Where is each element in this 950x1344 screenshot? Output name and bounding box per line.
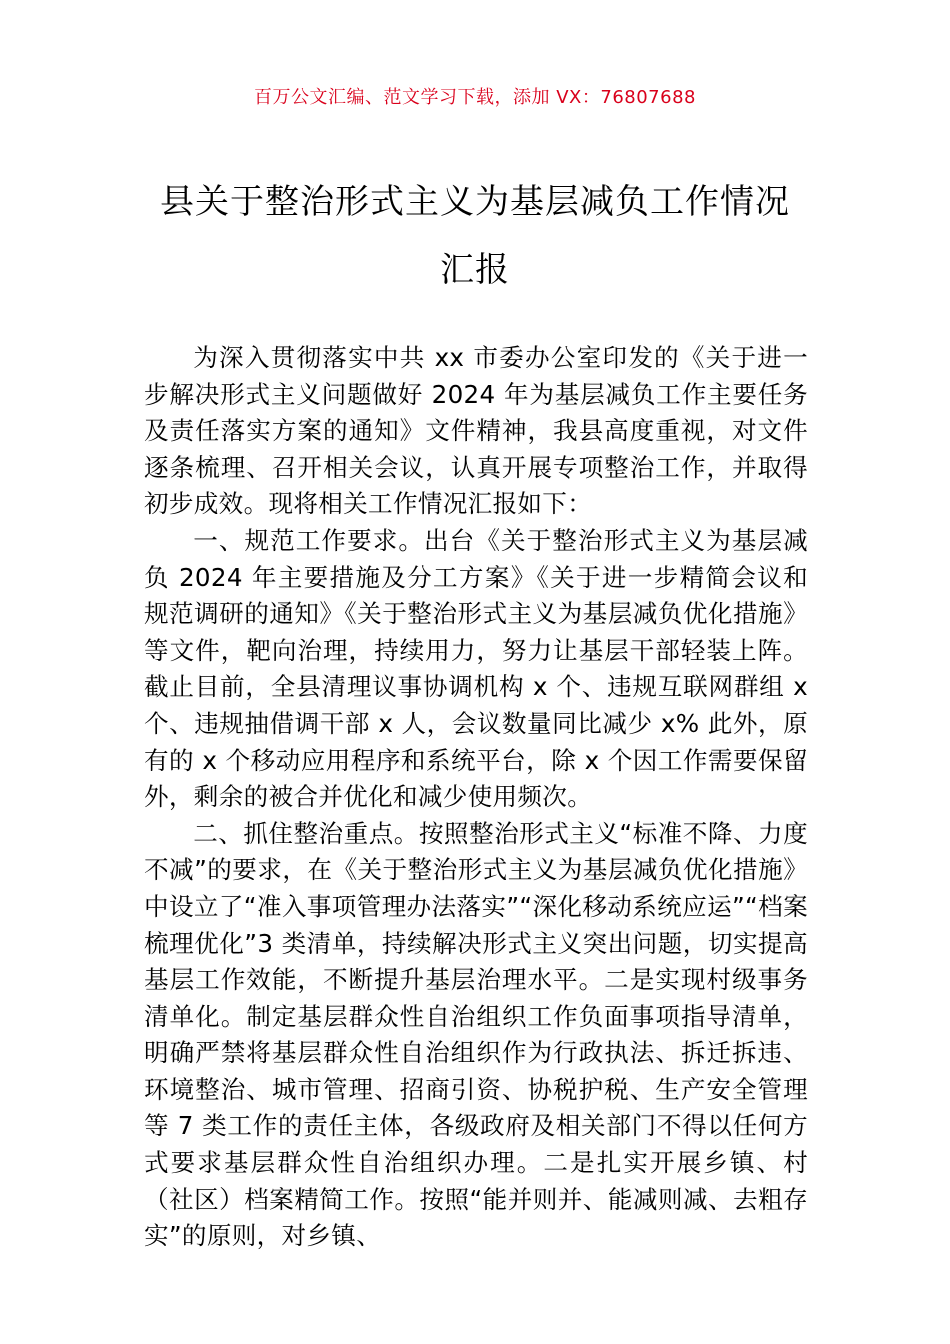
- section-1-paragraph: 一、规范工作要求。出台《关于整治形式主义为基层减负 2024 年主要措施及分工方案》《关于进一步精简会议和规范调研的通知》《关于整治形式主义为基层减负优化措施》等文件，靶向治理，持续用力，努力让基层干部轻装上阵。截止目前，全县清理议事协调机构 x 个、违规互联网群组 x 个、违规抽借调干部 x 人，会议数量同比减少 x% 此外，原有的 x 个移动应用程序和系统平台，除 x 个因工作需要保留外，剩余的被合并优化和减少使用频次。: [144, 525, 808, 812]
- section-2-paragraph: 二、抓住整治重点。按照整治形式主义“标准不降、力度不减”的要求，在《关于整治形式主义为基层减负优化措施》中设立了“准入事项管理办法落实”“深化移动系统应运”“档案梳理优化”3 类清单，持续解决形式主义突出问题，切实提高基层工作效能，不断提升基层治理水平。二是实现村级事务清单化。制定基层群众性自治组织工作负面事项指导清单，明确严禁将基层群众性自治组织作为行政执法、拆迁拆违、环境整治、城市管理、招商引资、协税护税、生产安全管理等 7 类工作的责任主体，各级政府及相关部门不得以任何方式要求基层群众性自治组织办理。二是扎实开展乡镇、村（社区）档案精简工作。按照“能并则并、能减则减、去粗存实”的原则，对乡镇、: [144, 818, 808, 1251]
- intro-paragraph: 为深入贯彻落实中共 xx 市委办公室印发的《关于进一步解决形式主义问题做好 2024 年为基层减负工作主要任务及责任落实方案的通知》文件精神，我县高度重视，对文件逐条梳理、召开相关会议，认真开展专项整治工作，并取得初步成效。现将相关工作情况汇报如下：: [144, 343, 808, 519]
- watermark-banner: 百万公文汇编、范文学习下载，添加 VX：76807688: [254, 87, 696, 108]
- document-title-line-1: 县关于整治形式主义为基层减负工作情况: [160, 182, 790, 222]
- document-body: [144, 340, 808, 1255]
- document-title-line-2: 汇报: [440, 250, 510, 290]
